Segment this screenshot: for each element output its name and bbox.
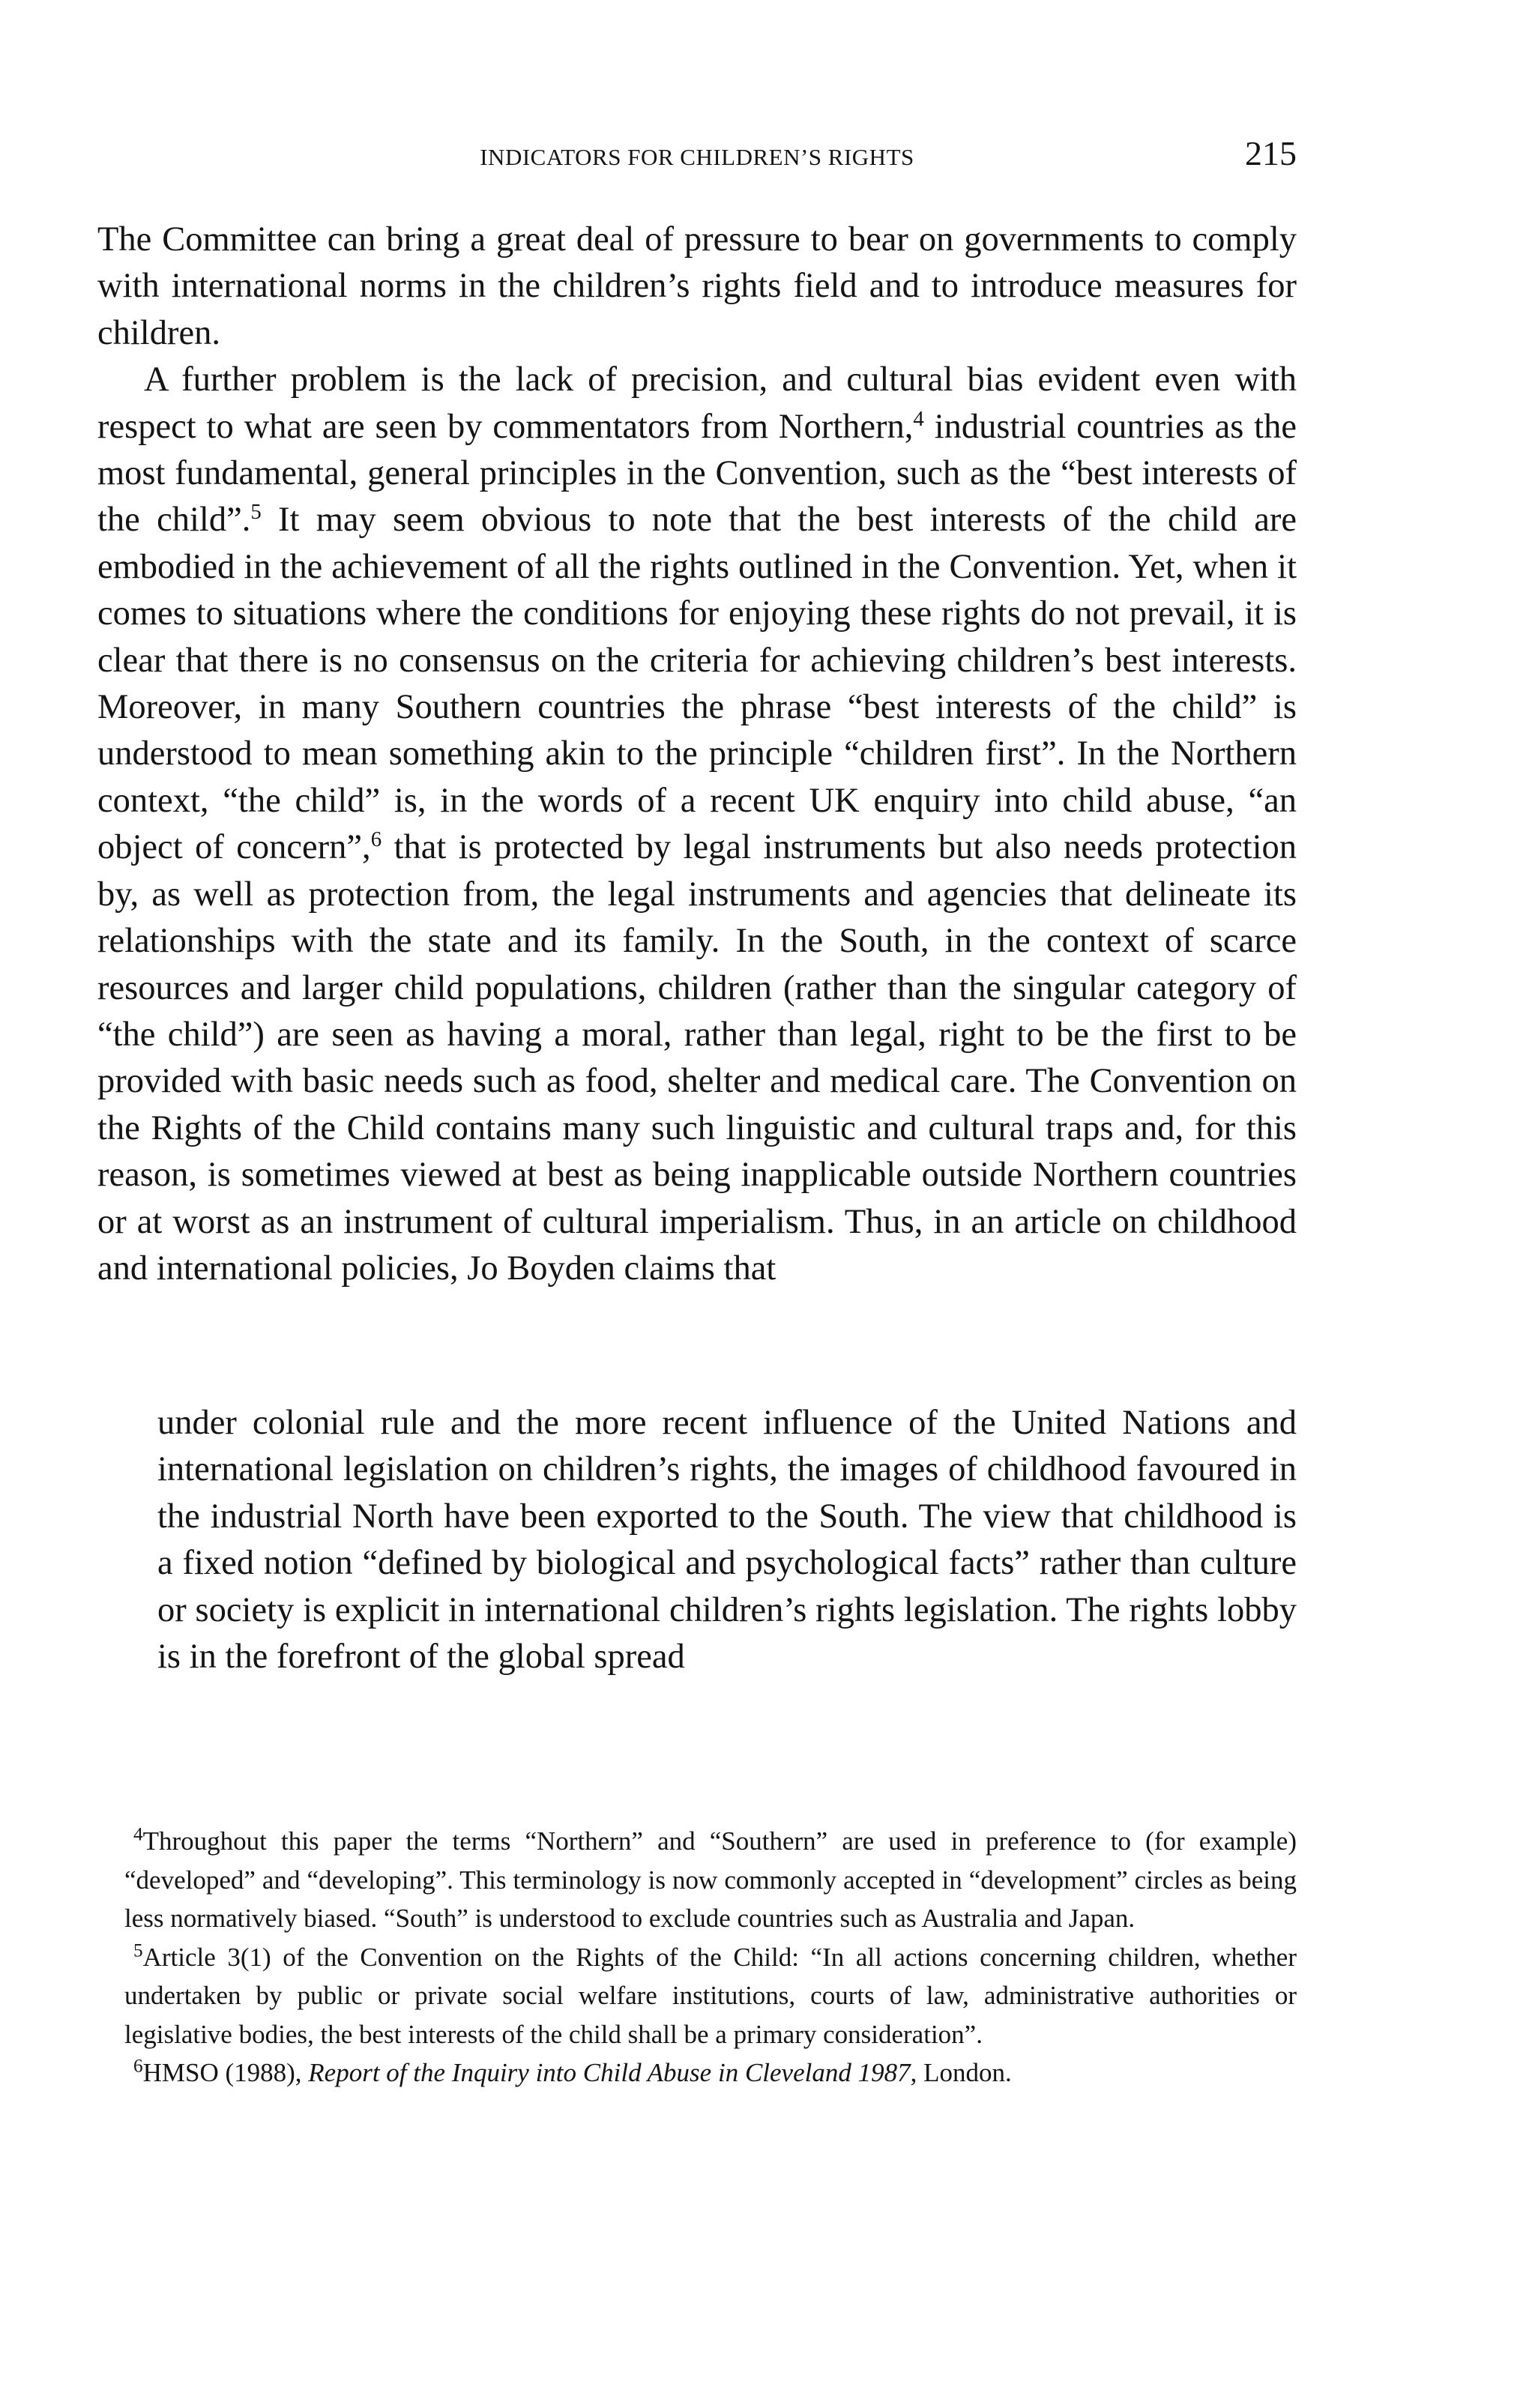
footnote-4-mark: 4 [133,1824,143,1845]
footnote-ref-4[interactable]: 4 [913,406,924,431]
footnote-4 [124,1822,1297,1938]
footnote-6-cited-title: Report of the Inquiry into Child Abuse in Cleveland 1987 [308,2058,911,2087]
footnote-6 [124,2054,1297,2092]
running-head [97,133,1297,186]
paragraph-2 [97,357,1297,1292]
footnote-5-mark: 5 [133,1940,143,1961]
block-quote: under colonial rule and the more recent influence of the United Nations and international legislation on children’s rights, the images of childhood favoured in the industrial North have been exported to the South. The view that childhood is a fixed notion “defined by biological and psychological facts” rather than culture or society is explicit in international children’s rights legislation. The rights lobby is in the forefront of the global spread [157,1404,1297,1677]
paragraph-2-text-d: that is protected by legal instruments but also needs protection by, as well as protection from, the legal instruments and agencies that delineate its relationships with the state and its family. In the South, in the context of scarce resources and larger child populations, children (rather than the singular category of “the child”) are seen as having a moral, rather than legal, right to be the first to be provided with basic needs such as food, shelter and medical care. The Convention on the Rights of the Child contains many such linguistic and cultural traps and, for this reason, is sometimes viewed at best as being inapplicable outside Northern countries or at worst as an instrument of cultural imperialism. Thus, in an article on childhood and international policies, Jo Boyden claims that [97,828,1297,1288]
footnote-5 [124,1938,1297,2054]
page-number: 215 [1245,134,1297,172]
footnote-5-text: Article 3(1) of the Convention on the Rights of the Child: “In all actions concerning children, whether undertaken by public or private social welfare institutions, courts of law, administrative authorities or legislative bodies, the best interests of the child shall be a primary consideration”. [124,1942,1297,2049]
paragraph-2-text-b: industrial countries as the most fundamental, general principles in the Convention, such as the “best interests of the child”. [97,407,1297,540]
paragraph-1: The Committee can bring a great deal of pressure to bear on governments to comply with international norms in the children’s rights field and to introduce measures for children. [97,220,1297,352]
footnote-4-text: Throughout this paper the terms “Northern” and “Southern” are used in preference to (for example) “developed” and “developing”. This terminology is now commonly accepted in “development” circles as being less normatively biased. “South” is understood to exclude countries such as Australia and Japan. [124,1826,1297,1933]
body-text [97,217,1297,1292]
paragraph-2-text-a: A further problem is the lack of precision, and cultural bias evident even with respect to what are seen by commentators from Northern, [97,360,1297,446]
footnote-6-text-before: HMSO (1988), [142,2058,309,2087]
footnote-6-mark: 6 [133,2056,143,2077]
footnote-ref-5[interactable]: 5 [250,500,262,525]
footnote-ref-6[interactable]: 6 [370,827,382,852]
paragraph-2-text-c: It may seem obvious to note that the best interests of the child are embodied in the achievement of all the rights outlined in the Convention. Yet, when it comes to situations where the conditions for enjoying these rights do not prevail, it is clear that there is no consensus on the criteria for achieving children’s best interests. Moreover, in many Southern countries the phrase “best interests of the child” is understood to mean something akin to the principle “children first”. In the Northern context, “the child” is, in the words of a recent UK enquiry into child abuse, “an object of concern”, [97,501,1297,867]
footnotes [124,1822,1297,2092]
footnote-6-text-after: , London. [910,2058,1012,2087]
running-head-title: INDICATORS FOR CHILDREN’S RIGHTS [480,144,914,170]
